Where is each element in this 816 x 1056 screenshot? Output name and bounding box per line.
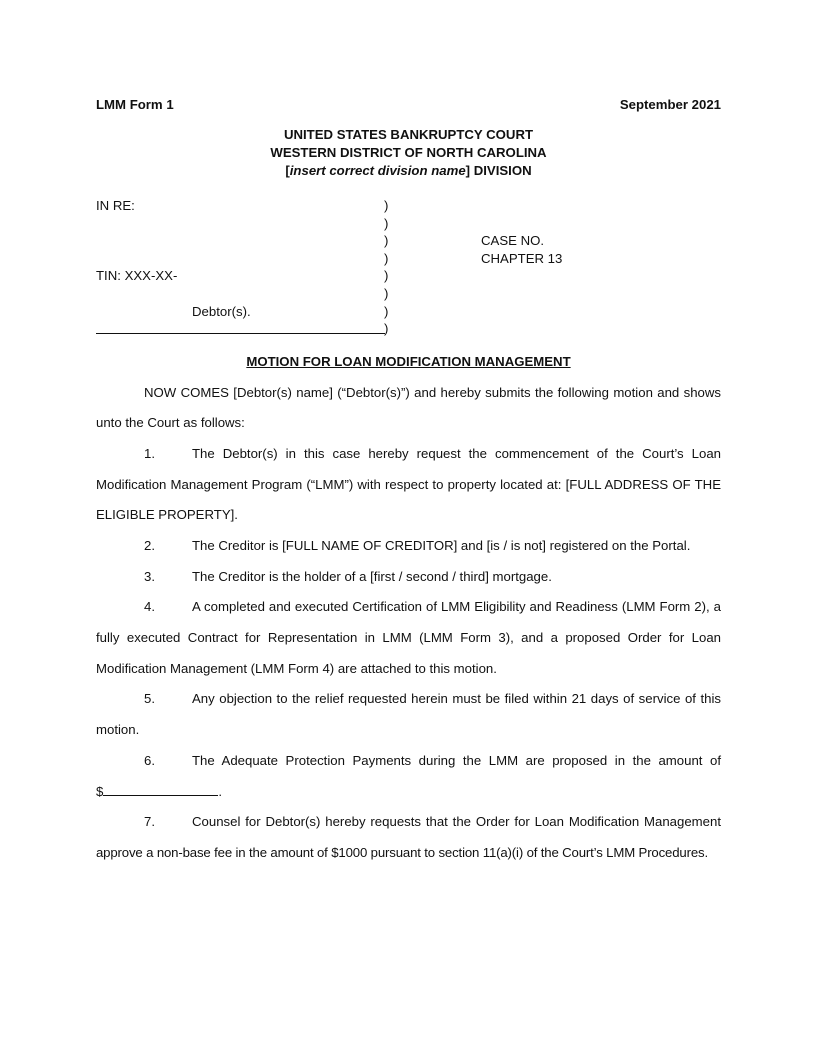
paragraph-1-line-3: ELIGIBLE PROPERTY]. bbox=[96, 507, 238, 522]
chapter-label: CHAPTER 13 bbox=[481, 251, 563, 266]
caption-paren: ) bbox=[384, 251, 389, 266]
paragraph-5-line-2: motion. bbox=[96, 722, 140, 737]
amount-period: . bbox=[218, 784, 223, 799]
court-district: WESTERN DISTRICT OF NORTH CAROLINA bbox=[270, 145, 547, 160]
in-re-label: IN RE: bbox=[96, 198, 135, 213]
paragraph-1-line-2: Modification Management Program (“LMM”) with respect to property located at: [FULL ADDRESS OF THE bbox=[96, 477, 721, 492]
amount-blank-field[interactable] bbox=[103, 783, 218, 796]
paragraph-7-line-2: approve a non-base fee in the amount of $1000 pursuant to section 11(a)(i) of the Court’s LMM Procedures. bbox=[96, 845, 708, 860]
paragraph-6-line-1: The Adequate Protection Payments during the LMM are proposed in the amount of bbox=[192, 753, 721, 768]
motion-title: MOTION FOR LOAN MODIFICATION MANAGEMENT bbox=[246, 354, 571, 369]
paragraph-6-line-2 bbox=[96, 783, 721, 801]
paragraph-number: 3. bbox=[144, 569, 155, 584]
paragraph-number: 4. bbox=[144, 599, 155, 614]
caption-paren: ) bbox=[384, 321, 389, 336]
tin-label: TIN: XXX-XX- bbox=[96, 268, 178, 283]
form-date: September 2021 bbox=[619, 97, 721, 112]
paragraph-number: 1. bbox=[144, 446, 155, 461]
division-placeholder: insert correct division name bbox=[289, 163, 466, 178]
paragraph-7-line-1: Counsel for Debtor(s) hereby requests that the Order for Loan Modification Management bbox=[192, 814, 721, 829]
division-bracket-open: [ bbox=[285, 163, 290, 178]
paragraph-4-line-3: Modification Management (LMM Form 4) are attached to this motion. bbox=[96, 661, 497, 676]
dollar-sign: $ bbox=[96, 784, 104, 799]
paragraph-4-line-2: fully executed Contract for Representation in LMM (LMM Form 3), and a proposed Order for Loan bbox=[96, 630, 721, 645]
division-bracket-close: ] DIVISION bbox=[465, 163, 532, 178]
caption-paren: ) bbox=[384, 304, 389, 319]
paragraph-3-line-1: The Creditor is the holder of a [first / second / third] mortgage. bbox=[192, 569, 552, 584]
paragraph-number: 2. bbox=[144, 538, 155, 553]
paragraph-number: 5. bbox=[144, 691, 155, 706]
form-label: LMM Form 1 bbox=[96, 97, 174, 112]
paragraph-number: 6. bbox=[144, 753, 155, 768]
caption-paren: ) bbox=[384, 233, 389, 248]
caption-paren: ) bbox=[384, 268, 389, 283]
paragraph-4-line-1: A completed and executed Certification of LMM Eligibility and Readiness (LMM Form 2), a bbox=[192, 599, 721, 614]
form-header bbox=[96, 97, 721, 115]
paragraph-1-line-1: The Debtor(s) in this case hereby request the commencement of the Court’s Loan bbox=[192, 446, 721, 461]
court-division bbox=[96, 163, 721, 178]
caption-paren: ) bbox=[384, 198, 389, 213]
court-name: UNITED STATES BANKRUPTCY COURT bbox=[283, 127, 534, 142]
caption-rule bbox=[96, 333, 385, 334]
paragraph-2-line-1: The Creditor is [FULL NAME OF CREDITOR] and [is / is not] registered on the Portal. bbox=[192, 538, 691, 553]
paragraph-number: 7. bbox=[144, 814, 155, 829]
caption-paren: ) bbox=[384, 216, 389, 231]
case-number-label: CASE NO. bbox=[481, 233, 545, 248]
paragraph-5-line-1: Any objection to the relief requested herein must be filed within 21 days of service of this bbox=[192, 691, 721, 706]
caption-paren: ) bbox=[384, 286, 389, 301]
intro-line-1: NOW COMES [Debtor(s) name] (“Debtor(s)”) and hereby submits the following motion and shows bbox=[144, 385, 721, 400]
intro-line-2: unto the Court as follows: bbox=[96, 415, 245, 430]
debtors-label: Debtor(s). bbox=[192, 304, 251, 319]
